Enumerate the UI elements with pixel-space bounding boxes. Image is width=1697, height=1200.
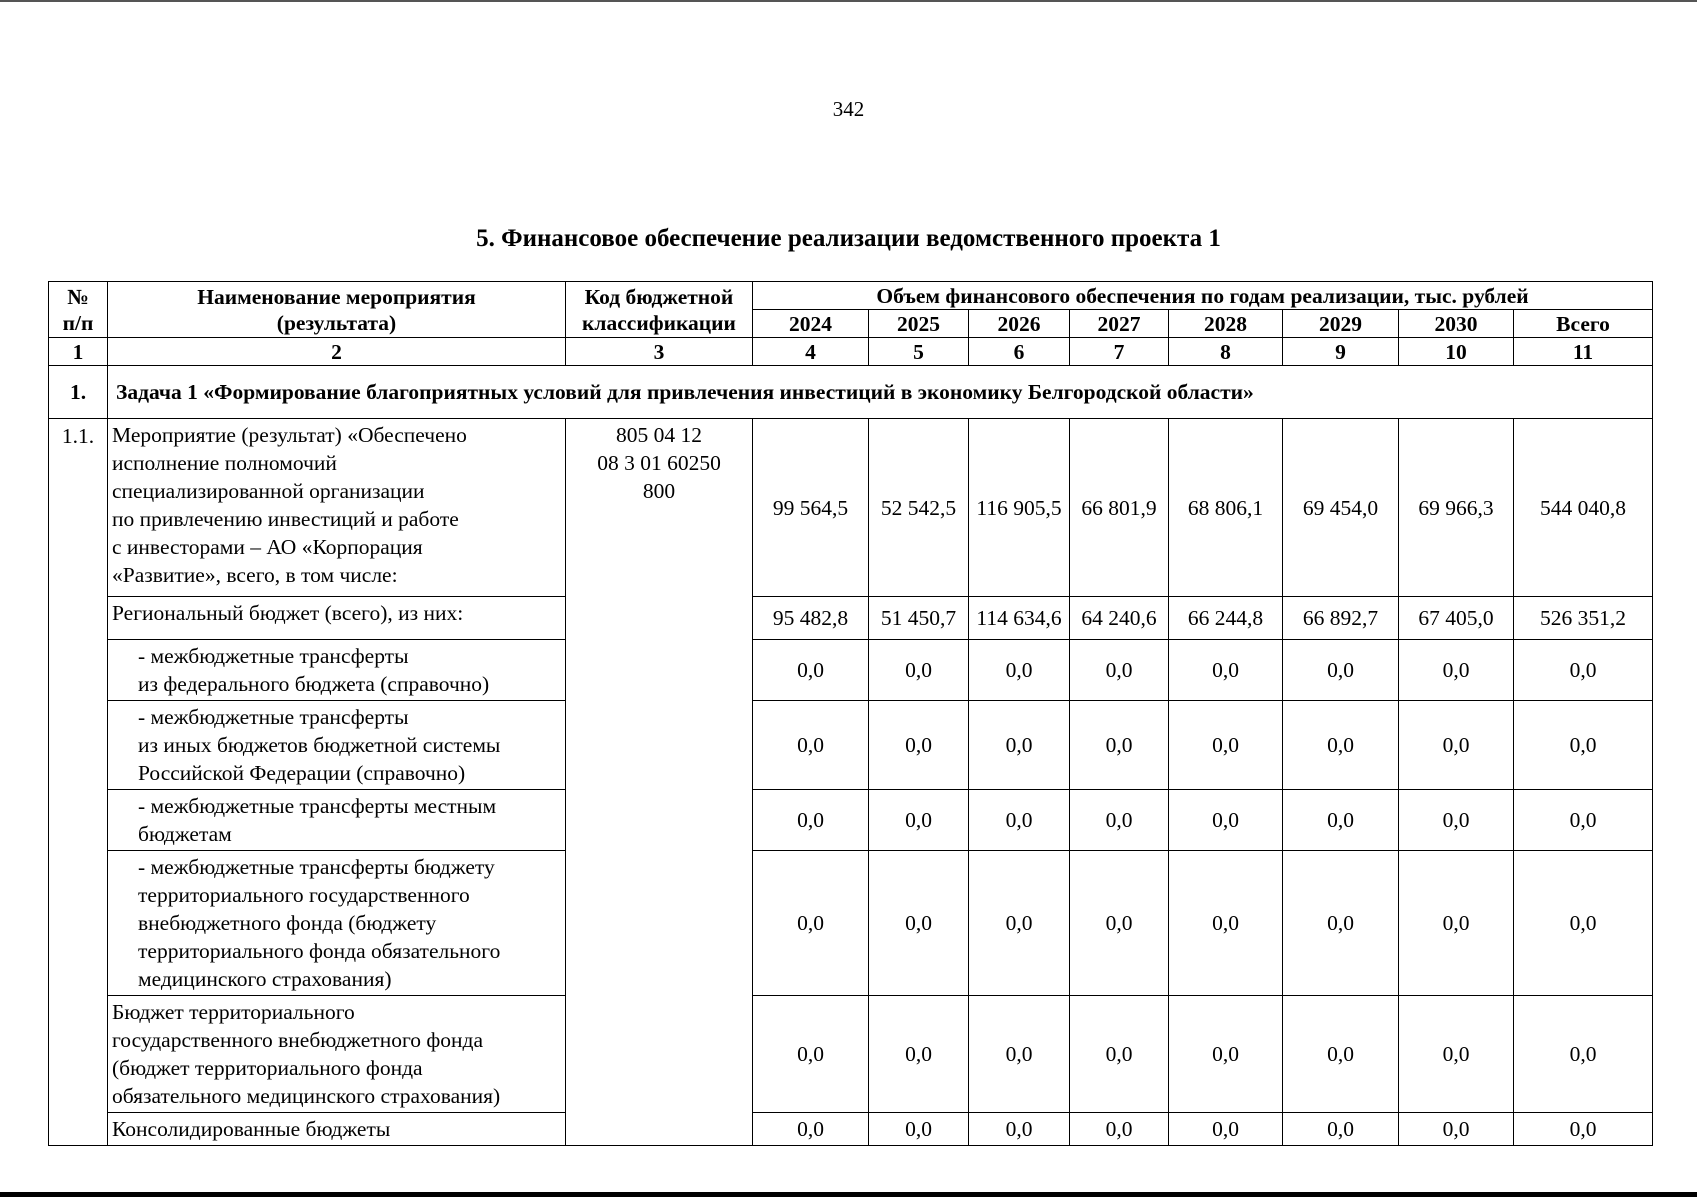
bottom-rule: [0, 1192, 1697, 1197]
value-cell: 116 905,5: [969, 419, 1070, 597]
header-total-cell: Всего: [1514, 310, 1653, 338]
header-num-line: №: [67, 284, 89, 309]
header-year-cell: 2024: [753, 310, 869, 338]
task-row: [49, 366, 1653, 419]
value-cell: 0,0: [969, 996, 1070, 1113]
header-code-line: классификации: [582, 310, 736, 335]
table-row-fund-transfers: [49, 851, 1653, 996]
header-row-1: [49, 282, 1653, 310]
value-cell: 51 450,7: [869, 597, 969, 640]
column-number-cell: 10: [1399, 338, 1514, 366]
table-row-regional-budget: [49, 597, 1653, 640]
header-year-cell: 2029: [1283, 310, 1399, 338]
value-cell: 0,0: [1169, 701, 1283, 790]
value-cell: 0,0: [1169, 1113, 1283, 1146]
row-name-line: из федерального бюджета (справочно): [138, 672, 490, 696]
value-cell: 0,0: [1399, 1113, 1514, 1146]
column-number-cell: 5: [869, 338, 969, 366]
value-cell: 67 405,0: [1399, 597, 1514, 640]
row-name-line: государственного внебюджетного фонда: [112, 1028, 484, 1052]
value-cell: 0,0: [753, 701, 869, 790]
value-cell: 0,0: [1283, 1113, 1399, 1146]
row-name-cell: [108, 597, 566, 640]
task-title-cell: Задача 1 «Формирование благоприятных условий для привлечения инвестиций в экономику Белгородской области»: [108, 366, 1653, 419]
column-number-cell: 8: [1169, 338, 1283, 366]
row-name-line: территориального государственного: [138, 883, 470, 907]
value-cell: 0,0: [1070, 1113, 1169, 1146]
item-num-cell: 1.1.: [49, 419, 108, 1146]
total-value-cell: 526 351,2: [1514, 597, 1653, 640]
column-number-cell: 7: [1070, 338, 1169, 366]
header-year-cell: 2027: [1070, 310, 1169, 338]
value-cell: 66 244,8: [1169, 597, 1283, 640]
value-cell: 0,0: [1399, 701, 1514, 790]
row-name-cell: [108, 996, 566, 1113]
row-name-cell: [108, 1113, 566, 1146]
value-cell: 0,0: [1283, 640, 1399, 701]
value-cell: 0,0: [753, 996, 869, 1113]
budget-code-line: 08 3 01 60250: [597, 451, 721, 475]
table-row-federal-transfers: [49, 640, 1653, 701]
value-cell: 0,0: [1070, 790, 1169, 851]
value-cell: 69 454,0: [1283, 419, 1399, 597]
value-cell: 0,0: [1283, 851, 1399, 996]
row-name-cell: [108, 419, 566, 597]
value-cell: 0,0: [1169, 640, 1283, 701]
header-name-cell: [108, 282, 566, 338]
column-number-cell: 3: [566, 338, 753, 366]
header-year-cell: 2025: [869, 310, 969, 338]
row-name-line: - межбюджетные трансферты местным: [138, 794, 497, 818]
value-cell: 95 482,8: [753, 597, 869, 640]
value-cell: 66 801,9: [1070, 419, 1169, 597]
row-name-cell: [108, 851, 566, 996]
value-cell: 69 966,3: [1399, 419, 1514, 597]
value-cell: 0,0: [753, 640, 869, 701]
column-numbers-row: [49, 338, 1653, 366]
value-cell: 0,0: [969, 1113, 1070, 1146]
budget-code-line: 800: [642, 479, 676, 503]
row-name-line: Мероприятие (результат) «Обеспечено: [112, 423, 467, 447]
total-value-cell: 0,0: [1514, 996, 1653, 1113]
header-year-cell: 2030: [1399, 310, 1514, 338]
value-cell: 0,0: [869, 640, 969, 701]
header-volume-cell: Объем финансового обеспечения по годам реализации, тыс. рублей: [753, 282, 1653, 310]
column-number-cell: 2: [108, 338, 566, 366]
document-title: 5. Финансовое обеспечение реализации ведомственного проекта 1: [476, 225, 1221, 252]
column-number-cell: 9: [1283, 338, 1399, 366]
column-number-cell: 1: [49, 338, 108, 366]
page-number: 342: [832, 97, 865, 121]
total-value-cell: 0,0: [1514, 851, 1653, 996]
row-name-line: специализированной организации: [112, 479, 425, 503]
value-cell: 0,0: [753, 851, 869, 996]
header-code-line: Код бюджетной: [584, 284, 734, 309]
total-value-cell: 0,0: [1514, 701, 1653, 790]
row-name-line: с инвесторами – АО «Корпорация: [112, 535, 423, 559]
header-year-cell: 2026: [969, 310, 1070, 338]
value-cell: 0,0: [1283, 790, 1399, 851]
value-cell: 0,0: [869, 851, 969, 996]
header-num-line: п/п: [62, 310, 94, 335]
value-cell: 0,0: [753, 790, 869, 851]
row-name-line: бюджетам: [138, 822, 232, 846]
value-cell: 0,0: [1283, 701, 1399, 790]
total-value-cell: 0,0: [1514, 1113, 1653, 1146]
row-name-line: «Развитие», всего, в том числе:: [112, 563, 398, 587]
row-name-line: Бюджет территориального: [112, 1000, 355, 1024]
value-cell: 0,0: [869, 996, 969, 1113]
row-name-line: Российской Федерации (справочно): [138, 761, 466, 785]
row-name-line: медицинского страхования): [138, 967, 392, 991]
value-cell: 0,0: [1070, 701, 1169, 790]
value-cell: 0,0: [969, 701, 1070, 790]
table-body: [49, 282, 1653, 1146]
value-cell: 0,0: [753, 1113, 869, 1146]
value-cell: 64 240,6: [1070, 597, 1169, 640]
row-name-line: исполнение полномочий: [112, 451, 337, 475]
value-cell: 0,0: [869, 701, 969, 790]
value-cell: 0,0: [1070, 851, 1169, 996]
row-name-line: (бюджет территориального фонда: [112, 1056, 423, 1080]
row-name-line: Региональный бюджет (всего), из них:: [112, 601, 464, 625]
row-name-line: по привлечению инвестиций и работе: [112, 507, 459, 531]
budget-code-line: 805 04 12: [616, 423, 702, 447]
total-value-cell: 544 040,8: [1514, 419, 1653, 597]
value-cell: 0,0: [969, 790, 1070, 851]
value-cell: 0,0: [969, 640, 1070, 701]
value-cell: 0,0: [869, 790, 969, 851]
value-cell: 0,0: [1070, 996, 1169, 1113]
value-cell: 0,0: [1399, 851, 1514, 996]
value-cell: 52 542,5: [869, 419, 969, 597]
table-row-consolidated-budgets: [49, 1113, 1653, 1146]
row-name-line: внебюджетного фонда (бюджету: [138, 911, 437, 935]
header-year-cell: 2028: [1169, 310, 1283, 338]
header-num-cell: [49, 282, 108, 338]
table-row-measure-total: [49, 419, 1653, 597]
row-name-line: обязательного медицинского страхования): [112, 1084, 501, 1108]
value-cell: 0,0: [869, 1113, 969, 1146]
row-name-cell: [108, 640, 566, 701]
table-row-fund-budget: [49, 996, 1653, 1113]
row-name-cell: [108, 790, 566, 851]
value-cell: 0,0: [1283, 996, 1399, 1113]
header-name-line: Наименование мероприятия: [197, 284, 476, 309]
value-cell: 114 634,6: [969, 597, 1070, 640]
total-value-cell: 0,0: [1514, 640, 1653, 701]
value-cell: 99 564,5: [753, 419, 869, 597]
header-code-cell: [566, 282, 753, 338]
value-cell: 0,0: [1070, 640, 1169, 701]
row-name-cell: [108, 701, 566, 790]
column-number-cell: 4: [753, 338, 869, 366]
financing-table: [48, 281, 1653, 1146]
value-cell: 0,0: [1169, 790, 1283, 851]
total-value-cell: 0,0: [1514, 790, 1653, 851]
top-rule: [0, 0, 1697, 2]
budget-code-cell: [566, 419, 753, 1146]
column-number-cell: 6: [969, 338, 1070, 366]
header-name-line: (результата): [276, 310, 397, 335]
value-cell: 0,0: [1169, 996, 1283, 1113]
table-row-local-transfers: [49, 790, 1653, 851]
row-name-line: Консолидированные бюджеты: [112, 1117, 391, 1141]
value-cell: 0,0: [1399, 640, 1514, 701]
value-cell: 0,0: [969, 851, 1070, 996]
table-row-other-budget-transfers: [49, 701, 1653, 790]
row-name-line: - межбюджетные трансферты бюджету: [138, 855, 495, 879]
value-cell: 66 892,7: [1283, 597, 1399, 640]
value-cell: 0,0: [1399, 996, 1514, 1113]
task-num-cell: 1.: [49, 366, 108, 419]
row-name-line: - межбюджетные трансферты: [138, 644, 409, 668]
value-cell: 0,0: [1169, 851, 1283, 996]
value-cell: 0,0: [1399, 790, 1514, 851]
row-name-line: из иных бюджетов бюджетной системы: [138, 733, 501, 757]
value-cell: 68 806,1: [1169, 419, 1283, 597]
column-number-cell: 11: [1514, 338, 1653, 366]
row-name-line: территориального фонда обязательного: [138, 939, 501, 963]
row-name-line: - межбюджетные трансферты: [138, 705, 409, 729]
